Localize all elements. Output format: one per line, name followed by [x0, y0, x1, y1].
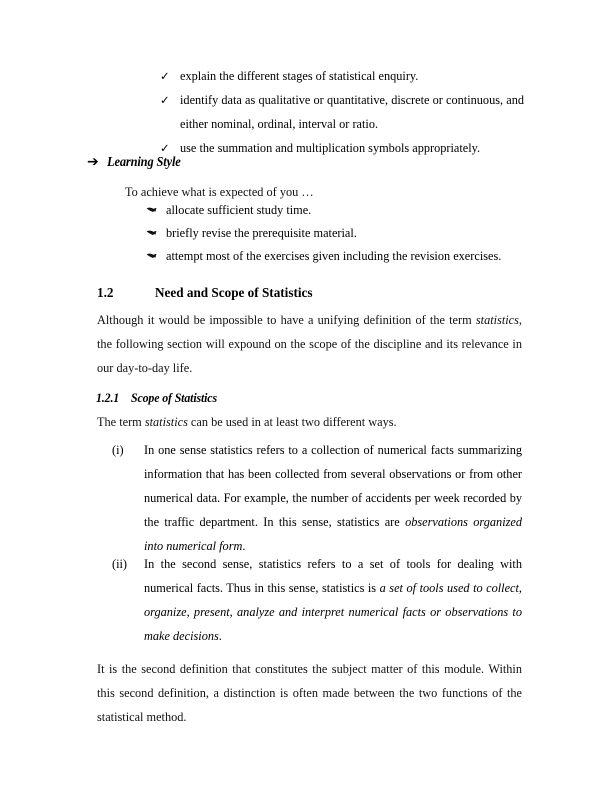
section-heading	[97, 283, 313, 303]
section-intro-paragraph	[97, 308, 522, 380]
definition-italic-text: a set of tools used to collect, organize, present, analyze and interpret numerical facts or observations to make decisions	[144, 581, 523, 643]
right-arrow-icon: ➔	[87, 154, 99, 170]
learning-style-item-text: allocate sufficient study time.	[166, 203, 312, 217]
subsection-number: 1.2.1	[96, 391, 120, 405]
learning-style-list	[146, 199, 526, 268]
learning-style-item-text: attempt most of the exercises given including the revision exercises.	[166, 249, 502, 263]
objectives-list	[160, 64, 524, 160]
list-item	[146, 222, 526, 245]
definition-plain-text: In the second sense, statistics refers to a set of tools for dealing with numerical facts. Thus in this sense, statistics is	[144, 557, 522, 595]
objective-text: identify data as qualitative or quantitative, discrete or continuous, and either nominal, ordinal, interval or ratio.	[180, 93, 524, 131]
list-item	[160, 136, 524, 160]
list-item	[160, 64, 524, 88]
intro-text-before: Although it would be impossible to have a unifying definition of the term	[97, 313, 476, 327]
section-number: 1.2	[97, 285, 114, 300]
definition-plain-text: In one sense statistics refers to a collection of numerical facts summarizing information that has been collected from several observations or from other numerical data. For example, the number of accidents per week recorded by the traffic department. In this sense, statistics are	[144, 443, 522, 529]
roman-numeral-marker: (ii)	[112, 557, 128, 571]
definition-text	[144, 438, 522, 558]
subsection-title: Scope of Statistics	[131, 391, 217, 405]
list-item	[146, 245, 526, 268]
roman-numeral-marker: (i)	[112, 443, 124, 457]
definition-item	[112, 552, 522, 648]
closing-paragraph: It is the second definition that constitutes the subject matter of this module. Within this second definition, a distinction is often made between the two functions of the statistical method.	[97, 662, 522, 724]
pointing-hand-bullet-icon	[146, 245, 157, 268]
list-item	[146, 199, 526, 222]
objective-text: use the summation and multiplication symbols appropriately.	[180, 141, 481, 155]
lead-text-before: The term	[97, 415, 145, 429]
definition-italic-text: observations organized into numerical form	[144, 515, 523, 553]
definition-text	[144, 552, 522, 648]
learning-style-heading	[87, 152, 187, 172]
checkmark-bullet-icon: ✓	[160, 69, 170, 83]
lead-italic-term: statistics	[144, 415, 188, 429]
learning-style-intro: To achieve what is expected of you …	[125, 185, 314, 199]
section-title: Need and Scope of Statistics	[155, 285, 313, 300]
learning-style-title: Learning Style	[106, 154, 181, 169]
definition-tail: .	[242, 539, 246, 553]
list-item	[160, 88, 524, 136]
checkmark-bullet-icon: ✓	[160, 141, 170, 155]
subsection-heading	[96, 388, 223, 408]
definition-item	[112, 438, 522, 558]
intro-italic-term: statistics	[475, 313, 519, 327]
lead-text-after: can be used in at least two different ways.	[187, 415, 397, 429]
pointing-hand-bullet-icon	[146, 222, 157, 245]
checkmark-bullet-icon: ✓	[160, 93, 170, 107]
learning-style-item-text: briefly revise the prerequisite material.	[166, 226, 357, 240]
objective-text: explain the different stages of statistical enquiry.	[180, 69, 419, 83]
pointing-hand-bullet-icon	[146, 199, 157, 222]
intro-text-after: , the following section will expound on the scope of the discipline and its relevance in our day-to-day life.	[97, 313, 522, 375]
definition-tail: .	[218, 629, 222, 643]
subsection-lead-paragraph	[97, 410, 522, 434]
